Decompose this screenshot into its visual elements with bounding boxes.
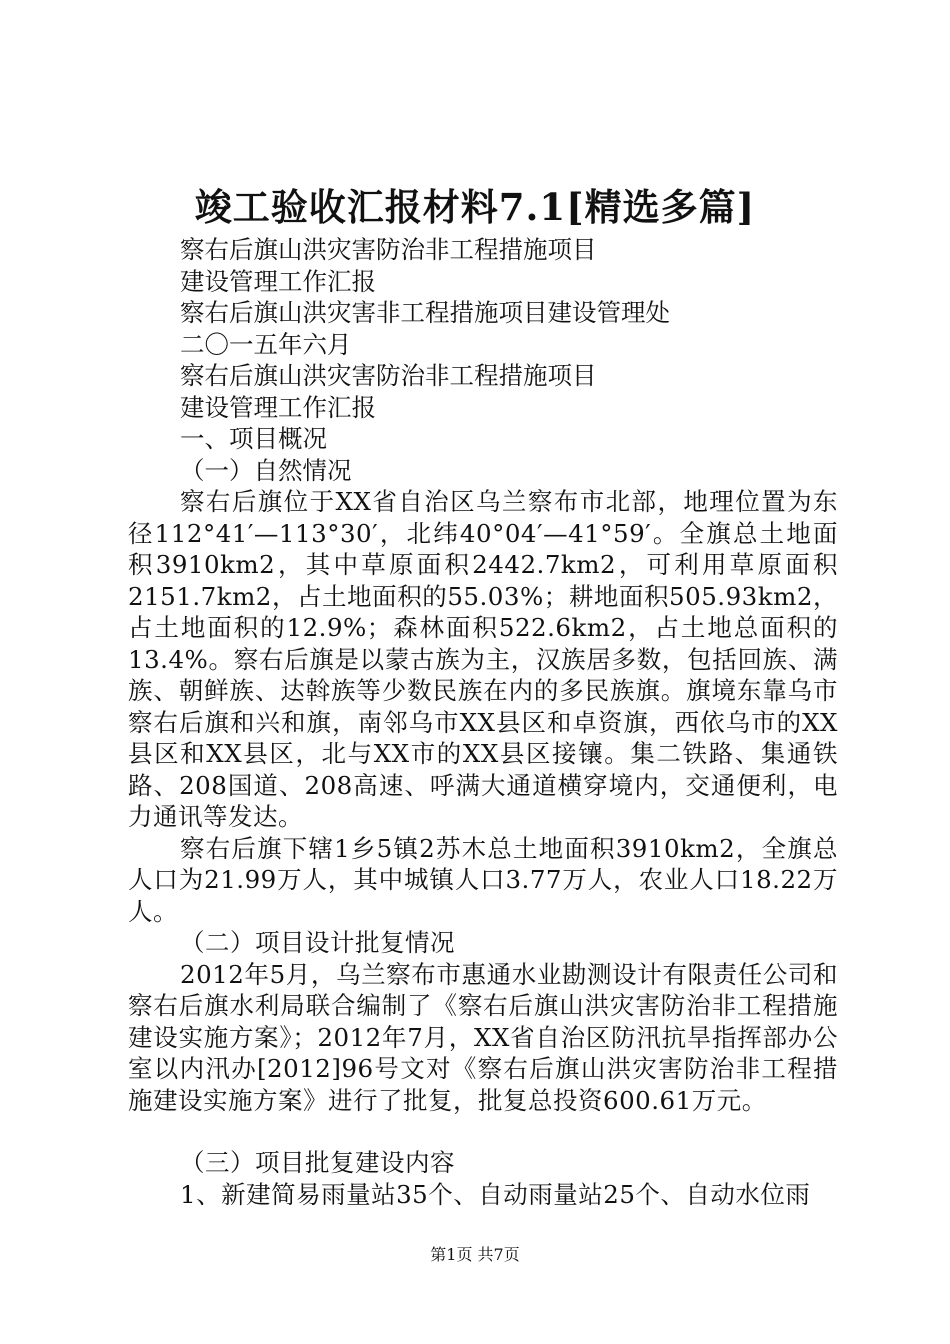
date-line: 二〇一五年六月 [180, 329, 352, 359]
paragraph-natural-conditions: 察右后旗位于XX省自治区乌兰察布市北部，地理位置为东径112°41′—113°30′，北纬40°04′—41°59′。全旗总土地面积3910km2，其中草原面积2442.7km2，可利用草原面积2151.7km2，占土地面积的55.03%；耕地面积505.93km2，占土地面积的12.9%；森林面积522.6km2，占土地总面积的13.4%。察右后旗是以蒙古族为主，汉族居多数，包括回族、满族、朝鲜族、达斡族等少数民族在内的多民族旗。旗境东靠乌市察右后旗和兴和旗，南邻乌市XX县区和卓资旗，西依乌市的XX县区和XX县区，北与XX市的XX县区接镶。集二铁路、集通铁路、208国道、208高速、呼满大通道横穿境内，交通便利，电力通讯等发达。 [128, 487, 838, 831]
subsection-heading-natural: （一）自然情况 [180, 455, 352, 485]
subsection-heading-approval: （二）项目设计批复情况 [180, 928, 455, 957]
organization-line: 察右后旗山洪灾害非工程措施项目建设管理处 [180, 298, 670, 327]
page-footer: 第1页 共7页 [430, 1245, 520, 1264]
section-heading-overview: 一、项目概况 [180, 424, 327, 453]
paragraph-population: 察右后旗下辖1乡5镇2苏木总土地面积3910km2，全旗总人口为21.99万人，其中城镇人口3.77万人，农业人口18.22万人。 [128, 833, 838, 926]
document-title: 竣工验收汇报材料7.1[精选多篇] [194, 185, 756, 229]
project-name-line-repeat: 察右后旗山洪灾害防治非工程措施项目 [180, 361, 597, 390]
subsection-heading-content: （三）项目批复建设内容 [180, 1148, 455, 1177]
document-body [128, 234, 838, 1210]
project-name-line: 察右后旗山洪灾害防治非工程措施项目 [180, 235, 597, 264]
report-name-line-repeat: 建设管理工作汇报 [180, 392, 376, 422]
report-name-line: 建设管理工作汇报 [180, 266, 376, 296]
paragraph-content: 1、新建简易雨量站35个、自动雨量站25个、自动水位雨 [180, 1179, 811, 1209]
paragraph-gap [128, 1116, 838, 1147]
paragraph-approval: 2012年5月，乌兰察布市惠通水业勘测设计有限责任公司和察右后旗水利局联合编制了《察右后旗山洪灾害防治非工程措施建设实施方案》；2012年7月，XX省自治区防汛抗旱指挥部办公室以内汛办[2012]96号文对《察右后旗山洪灾害防治非工程措施建设实施方案》进行了批复，批复总投资600.61万元。 [128, 959, 838, 1115]
